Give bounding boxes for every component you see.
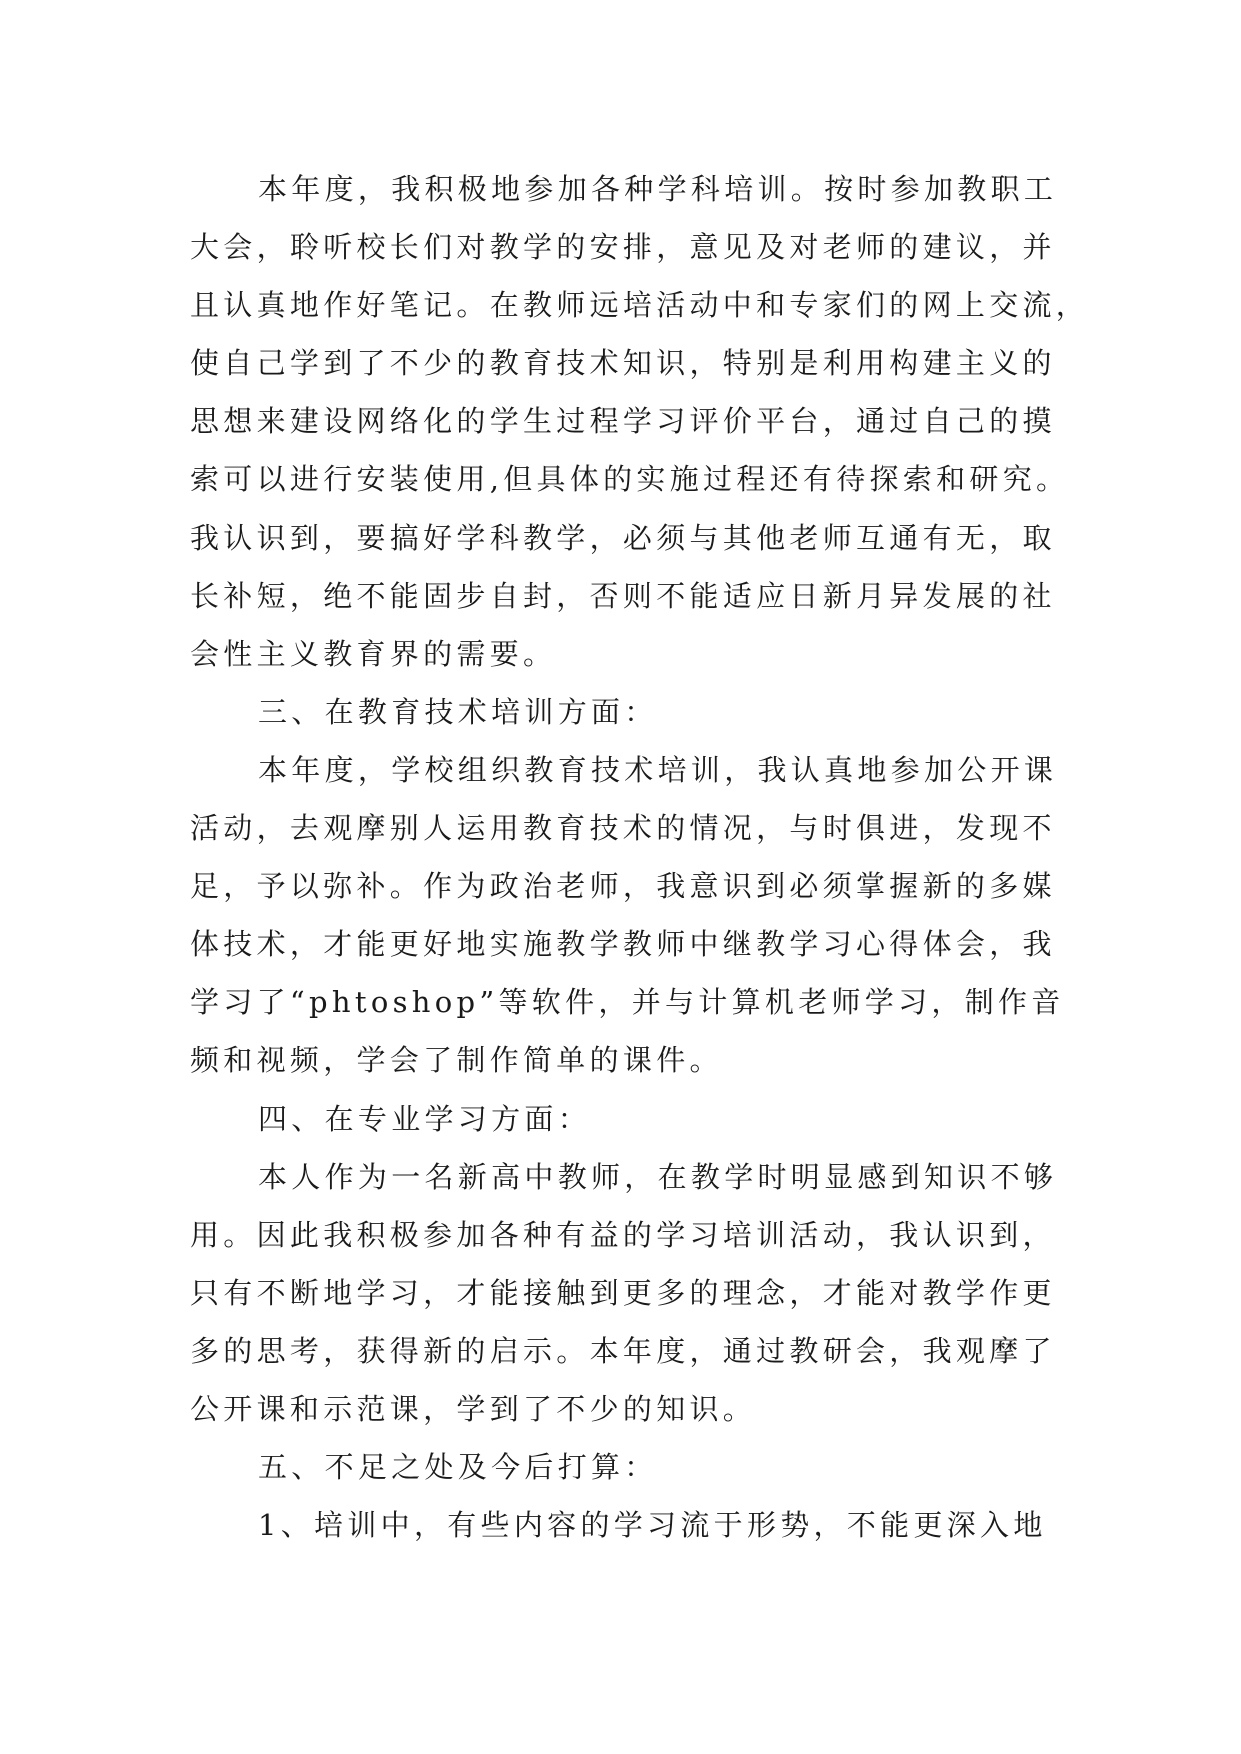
text-line: 多的思考，获得新的启示。本年度，通过教研会，我观摩了 <box>190 1333 1056 1368</box>
section-heading: 四、在专业学习方面： <box>258 1101 592 1136</box>
text-line: 使自己学到了不少的教育技术知识，特别是利用构建主义的 <box>190 346 1056 381</box>
text-line: 大会，聆听校长们对教学的安排，意见及对老师的建议，并 <box>190 230 1056 265</box>
text-line: 索可以进行安装使用,但具体的实施过程还有待探索和研究。 <box>190 462 1070 497</box>
document-body <box>190 160 1090 1554</box>
text-line: 1、培训中，有些内容的学习流于形势，不能更深入地 <box>258 1508 1047 1543</box>
text-line: 只有不断地学习，才能接触到更多的理念，才能对教学作更 <box>190 1275 1056 1310</box>
text-line: 公开课和示范课，学到了不少的知识。 <box>190 1391 757 1426</box>
text-line: 会性主义教育界的需要。 <box>190 636 557 671</box>
section-heading: 五、不足之处及今后打算： <box>258 1450 658 1485</box>
text-line: 频和视频，学会了制作简单的课件。 <box>190 1043 723 1078</box>
text-line: 思想来建设网络化的学生过程学习评价平台，通过自己的摸 <box>190 404 1056 439</box>
text-line: 长补短，绝不能固步自封，否则不能适应日新月异发展的社 <box>190 578 1056 613</box>
text-line: 我认识到，要搞好学科教学，必须与其他老师互通有无，取 <box>190 520 1056 555</box>
text-line: 学习了“phtoshop”等软件，并与计算机老师学习，制作音 <box>190 985 1065 1020</box>
text-line: 本年度，学校组织教育技术培训，我认真地参加公开课 <box>258 752 1058 787</box>
text-line: 活动，去观摩别人运用教育技术的情况，与时俱进，发现不 <box>190 811 1056 846</box>
text-line: 且认真地作好笔记。在教师远培活动中和专家们的网上交流， <box>190 288 1090 323</box>
text-line: 本人作为一名新高中教师，在教学时明显感到知识不够 <box>258 1159 1058 1194</box>
text-line: 本年度，我积极地参加各种学科培训。按时参加教职工 <box>258 172 1058 206</box>
text-line: 体技术，才能更好地实施教学教师中继教学习心得体会，我 <box>190 927 1056 962</box>
section-heading: 三、在教育技术培训方面： <box>258 694 658 729</box>
text-line: 用。因此我积极参加各种有益的学习培训活动，我认识到， <box>190 1217 1056 1252</box>
text-line: 足，予以弥补。作为政治老师，我意识到必须掌握新的多媒 <box>190 869 1056 904</box>
